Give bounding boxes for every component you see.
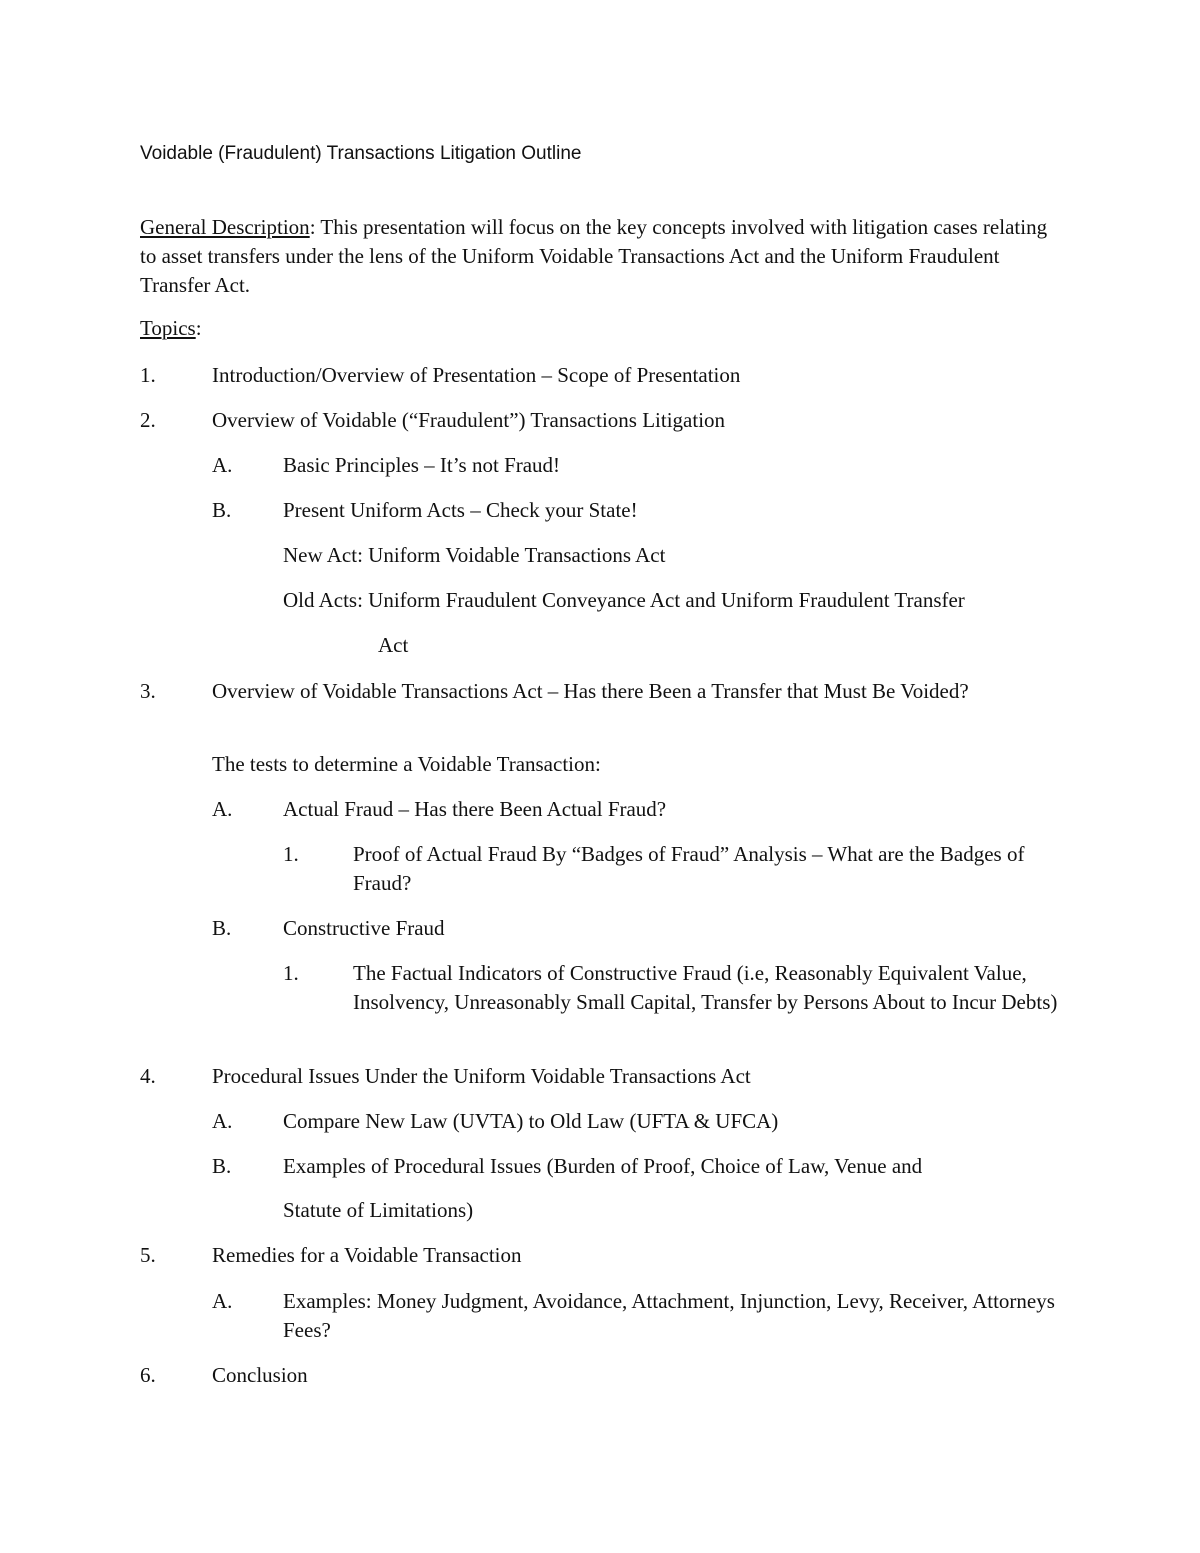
item-number: 6. — [140, 1363, 156, 1387]
item-letter: B. — [212, 916, 232, 940]
outline-item-2b-old-acts: Old Acts: Uniform Fraudulent Conveyance Act and Uniform Fraudulent Transfer — [283, 588, 965, 612]
document-title: Voidable (Fraudulent) Transactions Litigation Outline — [140, 143, 582, 164]
item-letter: B. — [212, 1154, 232, 1178]
topics-heading: Topics: — [140, 316, 202, 340]
item-letter: A. — [212, 1289, 233, 1313]
outline-item-2a: Basic Principles – It’s not Fraud! — [283, 453, 561, 477]
general-description: General Description: This presentation will focus on the key concepts involved with litigation cases relating to asset transfers under the lens of the Uniform Voidable Transactions Act and the Uniform Fraudulent Transfer Act. — [140, 215, 1048, 297]
item-number: 5. — [140, 1243, 156, 1267]
item-letter: A. — [212, 1109, 233, 1133]
outline-item-2b: Present Uniform Acts – Check your State! — [283, 498, 638, 522]
general-description-label: General Description — [140, 215, 310, 239]
outline-item-2b-old-acts-cont: Act — [378, 633, 409, 657]
outline-item-3a: Actual Fraud – Has there Been Actual Fraud? — [283, 797, 667, 821]
item-number: 4. — [140, 1064, 156, 1088]
outline-item-5a: Examples: Money Judgment, Avoidance, Attachment, Injunction, Levy, Receiver, Attorneys Fees? — [283, 1289, 1055, 1342]
item-number: 1. — [283, 961, 299, 985]
outline-item-3b: Constructive Fraud — [283, 916, 445, 940]
item-number: 2. — [140, 408, 156, 432]
item-number: 1. — [140, 363, 156, 387]
outline-item-4b: Examples of Procedural Issues (Burden of Proof, Choice of Law, Venue and — [283, 1154, 923, 1178]
item-letter: A. — [212, 453, 233, 477]
item-number: 3. — [140, 679, 156, 703]
outline-item-4b-cont: Statute of Limitations) — [283, 1198, 474, 1222]
item-letter: B. — [212, 498, 232, 522]
general-description-text: This presentation will focus on the key concepts involved with litigation cases relating to asset transfers under the lens of the Uniform Voidable Transactions Act and the Uniform Fraudulent Transfer Act. — [140, 215, 1048, 297]
outline-item-3b1: The Factual Indicators of Constructive Fraud (i.e, Reasonably Equivalent Value, Insolvency, Unreasonably Small Capital, Transfer by Persons About to Incur Debts) — [353, 961, 1058, 1014]
outline-item-1: Introduction/Overview of Presentation – Scope of Presentation — [212, 363, 741, 387]
outline-item-6: Conclusion — [212, 1363, 308, 1387]
outline-item-2: Overview of Voidable (“Fraudulent”) Transactions Litigation — [212, 408, 726, 432]
outline-item-2b-new-act: New Act: Uniform Voidable Transactions Act — [283, 543, 666, 567]
outline-item-3-tests: The tests to determine a Voidable Transaction: — [212, 752, 601, 776]
item-letter: A. — [212, 797, 233, 821]
outline-item-4: Procedural Issues Under the Uniform Voidable Transactions Act — [212, 1064, 751, 1088]
outline-item-4a: Compare New Law (UVTA) to Old Law (UFTA & UFCA) — [283, 1109, 779, 1133]
outline-item-5: Remedies for a Voidable Transaction — [212, 1243, 522, 1267]
outline-item-3: Overview of Voidable Transactions Act – Has there Been a Transfer that Must Be Voided? — [212, 679, 969, 703]
outline-item-3a1: Proof of Actual Fraud By “Badges of Fraud” Analysis – What are the Badges of Fraud? — [353, 842, 1025, 895]
item-number: 1. — [283, 842, 299, 866]
